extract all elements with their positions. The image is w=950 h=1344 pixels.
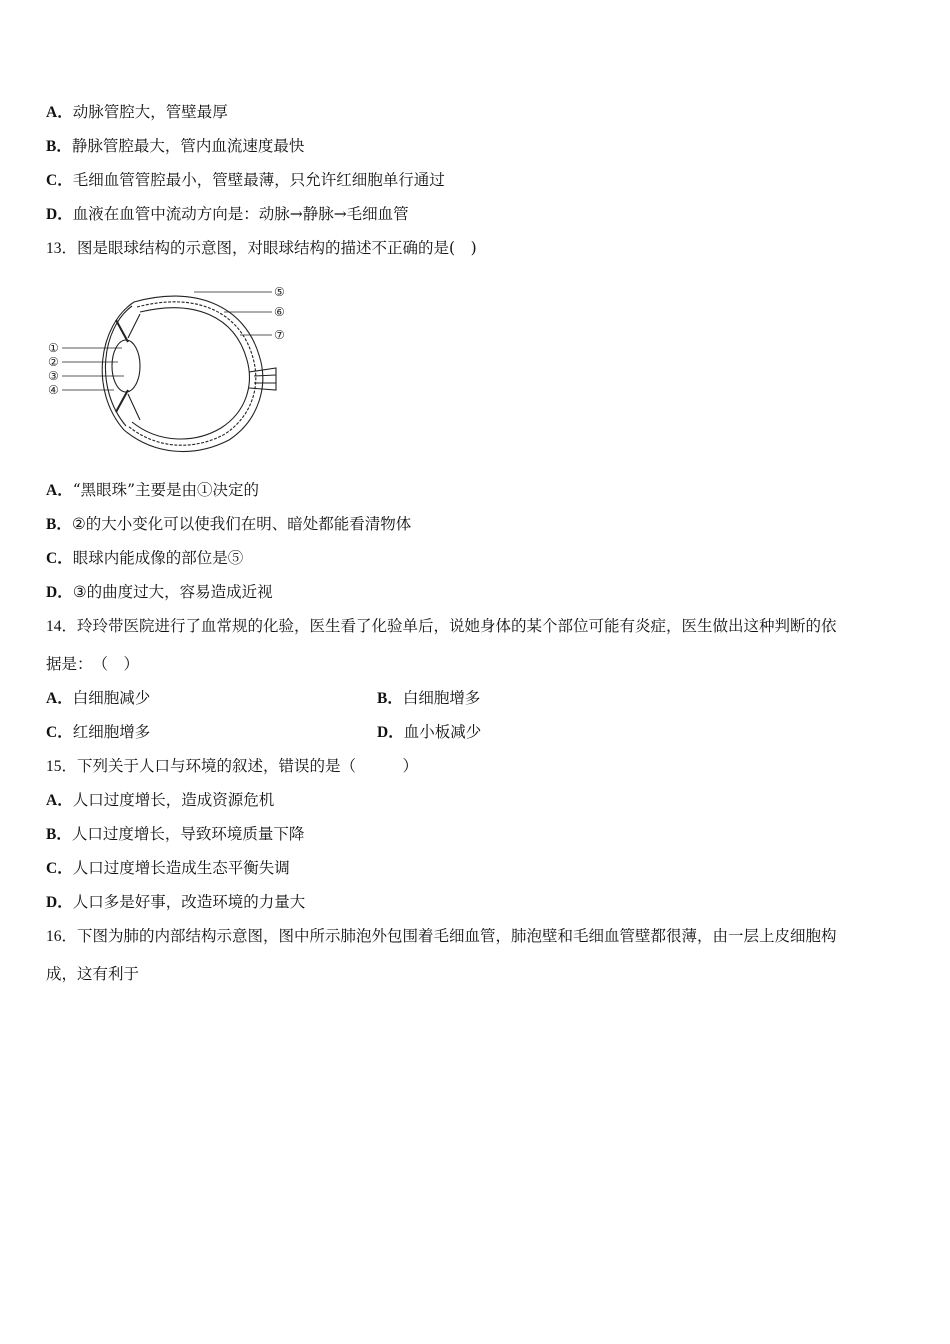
option-letter: B． [46, 138, 72, 155]
q14-stem-line2: 据是： （ ） [46, 655, 140, 673]
eye-label-4: ④ [48, 383, 59, 397]
option-letter: D． [46, 206, 73, 223]
q13-option-c [46, 548, 243, 569]
option-letter: D． [46, 584, 73, 601]
q12-option-b [46, 136, 304, 157]
option-letter: B． [46, 516, 72, 533]
iris-shape [116, 320, 128, 412]
option-letter: A． [46, 690, 73, 707]
option-text: 红细胞增多 [72, 723, 151, 741]
eye-label-2: ② [48, 355, 59, 369]
option-letter: C． [46, 724, 73, 741]
option-letter: C． [46, 860, 73, 877]
question-number: 15． [46, 758, 78, 775]
option-letter: A． [46, 792, 73, 809]
option-letter: A． [46, 104, 73, 121]
q16-stem-line1 [46, 926, 837, 947]
question-text: 玲玲带医院进行了血常规的化验，医生看了化验单后，说她身体的某个部位可能有炎症，医生做出这种判断的依 [77, 617, 837, 635]
option-text: 人口过度增长造成生态平衡失调 [72, 859, 290, 877]
option-letter: C． [46, 172, 73, 189]
q14-stem-line1 [46, 616, 837, 637]
eye-label-6: ⑥ [274, 305, 285, 319]
option-text: 人口过度增长，导致环境质量下降 [71, 825, 305, 843]
q14-options-row-1 [46, 688, 906, 709]
eye-label-5: ⑤ [274, 285, 285, 299]
option-text: 人口过度增长，造成资源危机 [72, 791, 275, 809]
question-text: 图是眼球结构的示意图，对眼球结构的描述不正确的是( ) [77, 239, 477, 257]
q13-stem [46, 238, 477, 259]
q14-options-row-2 [46, 722, 906, 743]
q14-option-c [46, 723, 150, 741]
sclera-outline [124, 296, 263, 451]
q16-stem-line2: 成，这有利于 [46, 965, 140, 983]
q12-option-c [46, 170, 445, 191]
eye-label-1: ① [48, 341, 59, 355]
q13-option-d [46, 582, 273, 603]
q15-option-a [46, 790, 274, 811]
q13-option-a [46, 480, 259, 501]
option-letter: C． [46, 550, 73, 567]
option-text: 眼球内能成像的部位是⑤ [72, 549, 244, 567]
option-letter: B． [46, 826, 72, 843]
q14-option-a [46, 689, 150, 707]
q13-option-b [46, 514, 411, 535]
q14-option-b [377, 688, 480, 709]
question-text: 下图为肺的内部结构示意图，图中所示肺泡外包围着毛细血管，肺泡壁和毛细血管壁都很薄，由一层上皮细胞构 [77, 927, 837, 945]
question-number: 13． [46, 240, 78, 257]
eye-label-7: ⑦ [274, 328, 285, 342]
option-text: 白细胞增多 [402, 689, 481, 707]
choroid-outline [128, 302, 256, 445]
q14-option-d [377, 722, 481, 743]
option-text: 血液在血管中流动方向是：动脉→静脉→毛细血管 [72, 205, 409, 223]
retina-outline [132, 308, 249, 439]
q12-option-a [46, 102, 228, 123]
question-text: 下列关于人口与环境的叙述，错误的是（ ） [77, 757, 419, 775]
option-text: 血小板减少 [403, 723, 482, 741]
option-text: “黑眼珠”主要是由①决定的 [72, 481, 260, 499]
option-text: 静脉管腔最大，管内血流速度最快 [71, 137, 305, 155]
question-number: 14． [46, 618, 78, 635]
option-letter: A． [46, 482, 73, 499]
option-text: 白细胞减少 [72, 689, 151, 707]
option-letter: D． [46, 894, 73, 911]
option-text: ②的大小变化可以使我们在明、暗处都能看清物体 [71, 515, 412, 533]
q15-option-b [46, 824, 304, 845]
question-number: 16． [46, 928, 78, 945]
q15-option-d [46, 892, 305, 913]
option-letter: B． [377, 690, 403, 707]
option-text: 动脉管腔大，管壁最厚 [72, 103, 228, 121]
q12-option-d [46, 204, 409, 225]
option-text: 毛细血管管腔最小，管壁最薄，只允许红细胞单行通过 [72, 171, 445, 189]
q15-stem [46, 756, 418, 777]
option-text: 人口多是好事，改造环境的力量大 [72, 893, 306, 911]
eye-structure-diagram [44, 280, 294, 460]
option-letter: D． [377, 724, 404, 741]
q15-option-c [46, 858, 290, 879]
eye-label-3: ③ [48, 369, 59, 383]
option-text: ③的曲度过大，容易造成近视 [72, 583, 273, 601]
